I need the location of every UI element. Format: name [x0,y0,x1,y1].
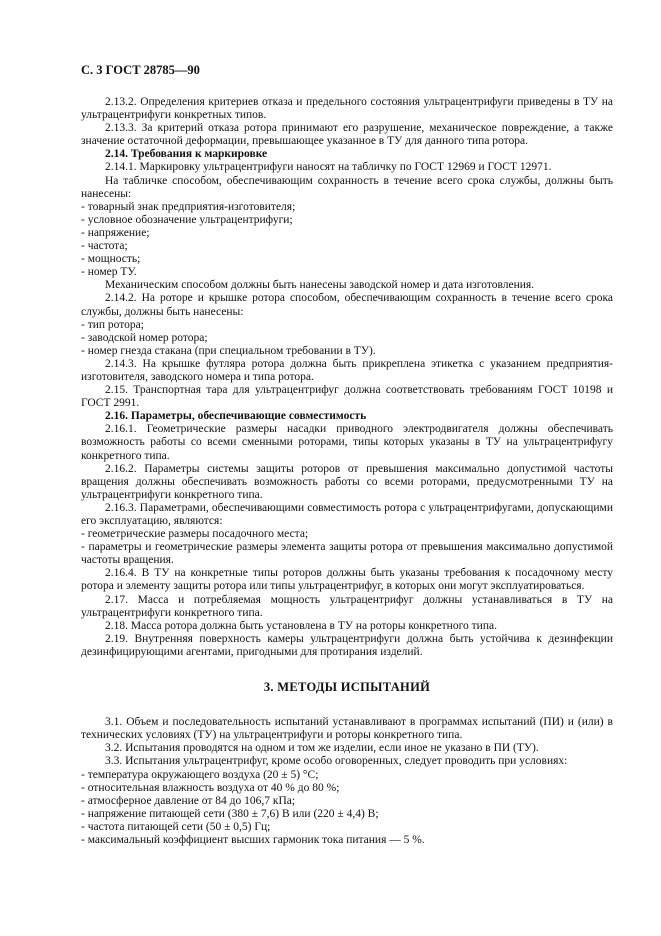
paragraph: 2.16.2. Параметры системы защиты роторов от превышения максимально допустимой частоты вращения должны обеспечивать возможность работы со всеми роторами, предусмотренными ТУ на ультрацентрифуги конкретного типа. [81,462,613,501]
paragraph: 3.2. Испытания проводятся на одном и том же изделии, если иное не указано в ПИ (ТУ). [105,742,539,755]
list-item: - относительная влажность воздуха от 40 % до 80 %; [81,781,340,794]
section-3-test-methods [81,716,613,847]
list-item: - атмосферное давление от 84 до 106,7 кПа; [81,794,296,807]
paragraph: 2.16.3. Параметрами, обеспечивающими совместимость ротора с ультрацентрифугами, допускающими его эксплуатацию, являются: [81,501,613,527]
list-item: - номер ТУ. [81,266,137,279]
paragraph: 2.18. Масса ротора должна быть установлена в ТУ на роторы конкретного типа. [105,619,497,632]
list-item: - напряжение; [81,226,150,239]
list-item: - максимальный коэффициент высших гармоник тока питания — 5 %. [81,833,425,846]
paragraph: 2.13.2. Определения критериев отказа и предельного состояния ультрацентрифуги приведены в ТУ на ультрацентрифуги конкретных типов. [81,96,613,122]
paragraph: 2.14.3. На крышке футляра ротора должна быть прикреплена этикетка с указанием предприятия-изготовителя, заводского номера и типа ротора. [81,357,613,383]
paragraph: 3.3. Испытания ультрацентрифуг, кроме особо оговоренных, следует проводить при условиях: [105,755,568,768]
section-title: 3. МЕТОДЫ ИСПЫТАНИЙ [263,680,431,695]
list-item: - геометрические размеры посадочного места; [81,528,309,541]
paragraph: 3.1. Объем и последовательность испытаний устанавливают в программах испытаний (ПИ) и (или) в технических условиях (ТУ) на ультрацентрифуги и роторы конкретного типа. [81,716,613,742]
paragraph: На табличке способом, обеспечивающим сохранность в течение всего срока службы, должны быть нанесены: [81,174,613,200]
list-item: - номер гнезда стакана (при специальном требовании в ТУ). [81,344,376,357]
paragraph: 2.16.1. Геометрические размеры насадки приводного электродвигателя должны обеспечивать возможность работы со всеми сменными роторами, типы которых указаны в ТУ на ультрацентрифугу конкретного типа. [81,423,613,462]
paragraph: 2.17. Масса и потребляемая мощность ультрацентрифуг должны устанавливаться в ТУ на ультрацентрифуги конкретного типа. [81,593,613,619]
paragraph: 2.15. Транспортная тара для ультрацентрифуг должна соответствовать требованиям ГОСТ 10198 и ГОСТ 2991. [81,384,613,410]
list-item: - тип ротора; [81,318,144,331]
list-item: - температура окружающего воздуха (20 ± 5) °С; [81,768,319,781]
list-item: - товарный знак предприятия-изготовителя; [81,200,296,213]
paragraph: 2.13.3. За критерий отказа ротора принимают его разрушение, механическое повреждение, а также значение остаточной деформации, превышающее указанное в ТУ для данного типа ротора. [81,122,613,148]
paragraph: 2.19. Внутренняя поверхность камеры ультрацентрифуги должна быть устойчива к дезинфекции дезинфицирующими агентами, пригодными для протирания изделий. [81,632,613,658]
paragraph: 2.14.1. Маркировку ультрацентрифуги наносят на табличку по ГОСТ 12969 и ГОСТ 12971. [105,161,552,174]
paragraph: 2.16.4. В ТУ на конкретные типы роторов должны быть указаны требования к посадочному месту ротора и элементу защиты ротора или типы ультрацентрифуг, в которых они могут эксплуатироваться. [81,567,613,593]
list-item: - условное обозначение ультрацентрифуги; [81,213,293,226]
list-item: - частота питающей сети (50 ± 0,5) Гц; [81,820,271,833]
list-item: - частота; [81,240,128,253]
paragraph: 2.14.2. На роторе и крышке ротора способом, обеспечивающим сохранность в течение всего срока службы, должны быть нанесены: [81,292,613,318]
list-item: - параметры и геометрические размеры элемента защиты ротора от превышения максимально допустимой частоты вращения. [81,541,613,567]
list-item: - заводской номер ротора; [81,331,208,344]
list-item: - мощность; [81,253,141,266]
section-2-requirements [81,96,613,659]
paragraph: Механическим способом должны быть нанесены заводской номер и дата изготовления. [105,279,535,292]
subsection-heading: 2.16. Параметры, обеспечивающие совместимость [105,410,367,423]
subsection-heading: 2.14. Требования к маркировке [105,148,268,161]
list-item: - напряжение питающей сети (380 ± 7,6) В или (220 ± 4,4) В; [81,807,379,820]
document-body [81,96,613,847]
page-header: С. 3 ГОСТ 28785—90 [81,63,200,77]
